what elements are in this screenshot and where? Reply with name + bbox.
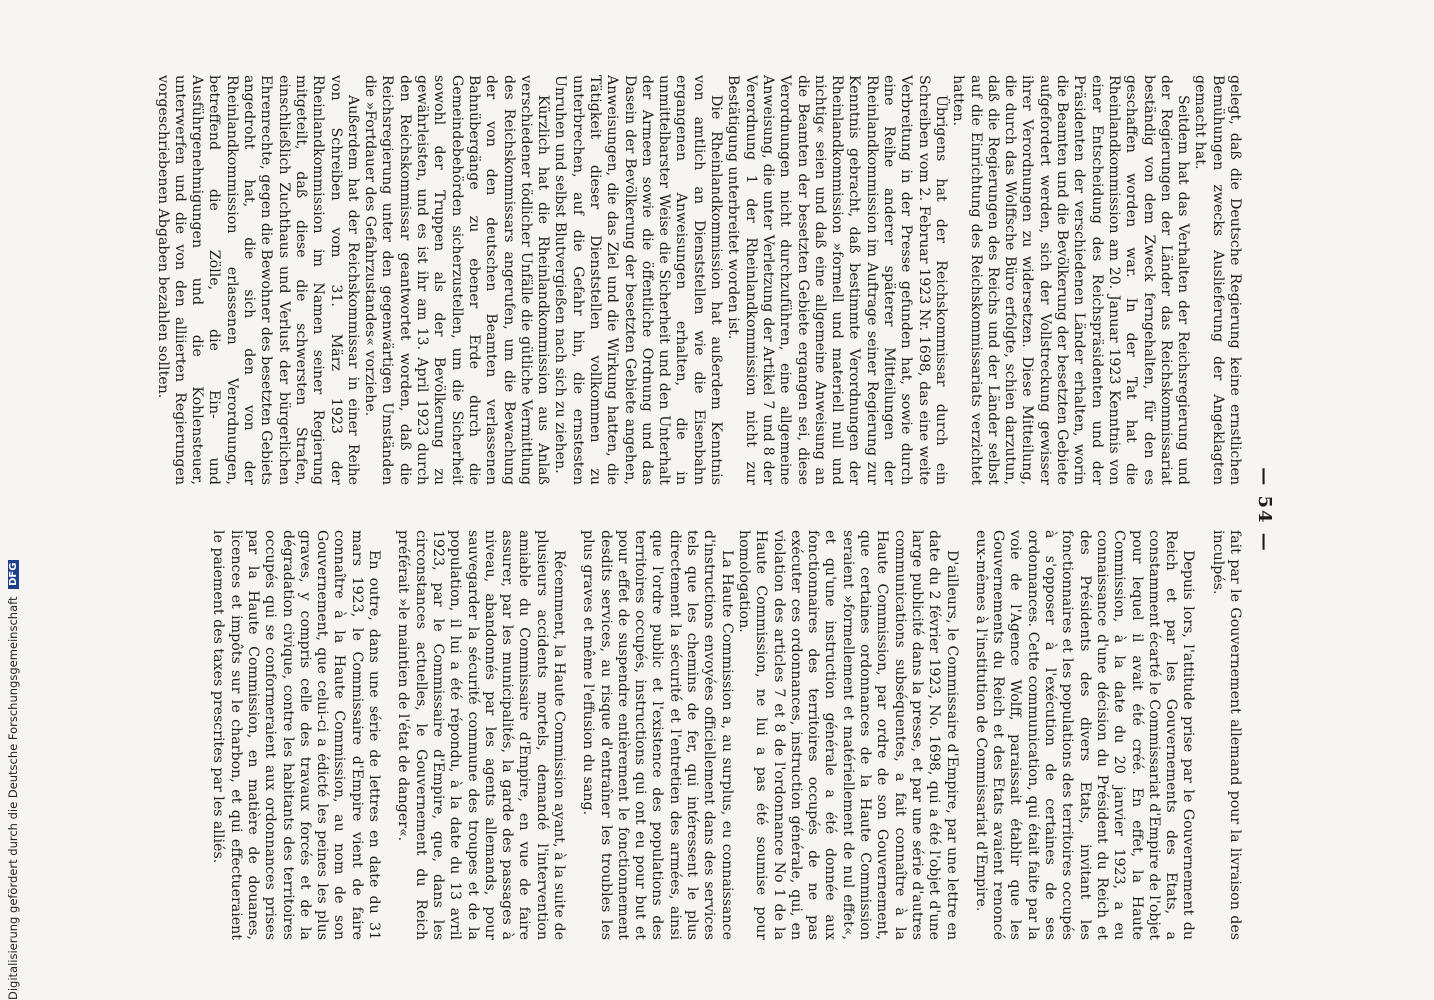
german-column: [123, 75, 1243, 485]
paragraph: D'ailleurs, le Commissaire d'Empire, par une lettre en date du 2 février 1923, No. 1698, qui a été l'objet d'une large publicité dans la presse, et par une série d'autres communications subséquentes, a fait connaître à la Haute Commission, par ordre de son Gouvernement, que certaines ordonnances de la Haute Commission seraient »formellement et matériellement de nul effet«, et qu'une instruction générale a été donnée aux fonctionnaires des territoires occupés de ne pas exécuter ces ordonnances, instruction générale, qui, en violation des articles 7 et 8 de l'ordonnance No 1 de la Haute Commission, ne lui a pas été soumise pour homologation.: [735, 530, 960, 940]
rotated-page: [115, 75, 1275, 945]
paragraph: Kürzlich hat die Rheinlandkommission aus Anlaß verschiedener tödlicher Unfälle die gütliche Vermittlung des Reichskommissars angerufen, um die Bewachung der von den deutschen Beamten verlassenen Bahnübergänge zu ebener Erde durch die Gemeindebehörden sicherzustellen, um die Sicherheit sowohl der Truppen als der Bevölkerung zu gewährleisten, und es ist ihr am 13. April 1923 durch den Reichskommissar geantwortet worden, daß die Reichsregierung unter den gegenwärtigen Umständen die »Fortdauer des Gefahrzustandes« vorziehe.: [362, 75, 552, 485]
page-number: — 54 —: [1254, 467, 1275, 553]
paragraph: gelegt, daß die Deutsche Regierung keine ernstlichen Bemühungen zwecks Auslieferung der Angeklagten gemacht hat.: [1192, 75, 1243, 485]
paragraph: fait par le Gouvernement allemand pour la livraison des inculpés.: [1209, 530, 1243, 940]
dfg-credit: [6, 560, 20, 1000]
paragraph: Übrigens hat der Reichskommissar durch ein Schreiben vom 2. Februar 1923 Nr. 1698, das eine weite Verbreitung in der Presse gefunden hat, sowie durch eine Reihe anderer späterer Mitteilungen der Rheinlandkommission im Auftrage seiner Regierung zur Kenntnis gebracht, daß bestimmte Verordnungen der Rheinlandkommission »formell und materiell null und nichtig« seien und daß eine allgemeine Anweisung an die Beamten der besetzten Gebiete ergangen sei, diese Verordnungen nicht durchzuführen, eine allgemeine Anweisung, die unter Verletzung der Artikel 7 und 8 der Verordnung 1 der Rheinlandkommission nicht zur Bestätigung unterbreitet worden ist.: [725, 75, 949, 485]
paragraph: Außerdem hat der Reichskommissar in einer Reihe von Schreiben vom 31. März 1923 der Rheinlandkommission im Namen seiner Regierung mitgeteilt, daß diese die schwersten Strafen, einschließlich Zuchthaus und Verlust der bürgerlichen Ehrenrechte, gegen die Bewohner des besetzten Gebiets angedroht hat, die sich den von der Rheinlandkommission erlassenen Verordnungen, betreffend die Zölle, die Ein- und Ausführgenehmigungen und die Kohlensteuer, unterwerfen und die von den alliierten Regierungen vorgeschriebenen Abgaben bezahlen sollten.: [154, 75, 361, 485]
paragraph: La Haute Commission a, au surplus, eu connaissance d'instructions envoyées officiellement dans des services tels que les chemins de fer, qui intéressent le plus directement la sécurité et l'entretien des armées, ainsi que l'ordre public et l'existence des populations des territoires occupés, instructions qui ont eu pour but et pour effet de suspendre entièrement le fonctionnement desdits services, au risque d'entraîner les troubles les plus graves et même l'effusion du sang.: [580, 530, 735, 940]
dfg-logo: DFG: [8, 560, 19, 589]
paragraph: Seitdem hat das Verhalten der Reichsregierung und der Regierungen der Länder das Reichskommissariat beständig von dem Zweck ferngehalten, für den es geschaffen worden war. In der Tat hat die Rheinlandkommission am 20. Januar 1923 Kenntnis von einer Entscheidung des Reichspräsidenten und der Präsidenten der verschiedenen Länder erhalten, worin die Beamten und die Bevölkerung der besetzten Gebiete aufgefordert werden, sich der Vollstreckung gewisser ihrer Verordnungen zu widersetzen. Diese Mitteilung, die durch das Wolffsche Büro erfolgte, schien darzutun, daß die Regierungen des Reichs und der Länder selbst auf die Einrichtung des Reichskommissariats verzichtet hatten.: [950, 75, 1192, 485]
paragraph: Die Rheinlandkommission hat außerdem Kenntnis von amtlich an Dienststellen wie die Eisenbahn ergangenen Anweisungen erhalten, die in unmittelbarster Weise die Sicherheit und den Unterhalt der Armeen sowie die öffentliche Ordnung und das Dasein der Bevölkerung der besetzten Gebiete angehen, Anweisungen, die das Ziel und die Wirkung hatten, die Tätigkeit dieser Dienststellen vollkommen zu unterbrechen, auf die Gefahr hin, die ernstesten Unruhen und selbst Blutvergießen nach sich zu ziehen.: [552, 75, 725, 485]
paragraph: En outre, dans une série de lettres en date du 31 mars 1923, le Commissaire d'Empire vient de faire connaître à la Haute Commission, au nom de son Gouvernement, que celui-ci a édicté les peines les plus graves, y compris celle des travaux forcés et de la dégradation civique, contre les habitants des territoires occupés qui se conformeraient aux ordonnances prises par la Haute Commission, en matière de douanes, licences et impôts sur le charbon, et qui effectueraient le paiement des taxes prescrites par les alliés.: [210, 530, 383, 940]
paragraph: Depuis lors, l'attitude prise par le Gouvernement du Reich et par les Gouvernements des Etats, a constamment écarté le Commissariat d'Empire de l'objet pour lequel il avait été créé. En effet, la Haute Commission, à la date du 20 janvier 1923, a eu connaissance d'une décision du Président du Reich et des Présidents des divers Etats, invitant les fonctionnaires et les populations des territoires occupés à s'opposer à l'exécution de certaines de ses ordonnances. Cette communication, qui était faite par la voie de l'Agence Wolff, paraissait établir que les Gouvernements du Reich et des Etats avaient renoncé eux-mêmes à l'institution de Commissariat d'Empire.: [972, 530, 1197, 940]
french-column: [123, 530, 1243, 940]
dfg-credit-text: Digitalisierung gefördert durch die Deutsche Forschungsgemeinschaft: [6, 596, 20, 1000]
paragraph: Récemment, la Haute Commission ayant, à la suite de plusieurs accidents mortels, demandé l'intervention amiable du Commissaire d'Empire, en vue de faire assurer, par les municipalités, la garde des passages à niveau, abandonnés par les agents allemands, pour sauvegarder la sécurité commune des troupes et de la population, il lui a été répondu, à la date du 13 avril 1923, par le Commissaire d'Empire, que, dans les circonstances actuelles, le Gouvernement du Reich préférait »le maintien de l'état de danger«.: [395, 530, 568, 940]
